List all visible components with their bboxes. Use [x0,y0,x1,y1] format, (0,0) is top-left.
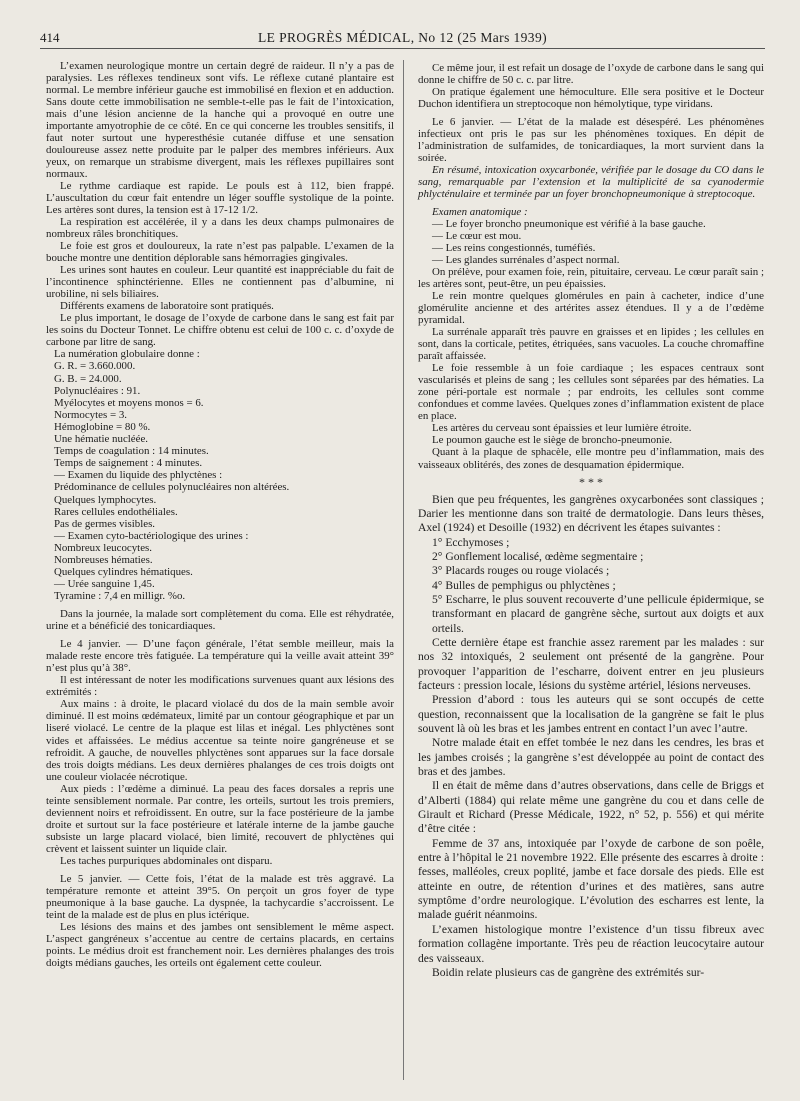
paragraph-urines: Les urines sont hautes en couleur. Leur quantité est inappréciable du fait de l’incontinence sphinctérienne. Elles ne contiennent pas d’albumine, ni urobiline, ni sels biliaires. [46,264,394,301]
stage-item: 5° Escharre, le plus souvent recouverte d’une pellicule épidermique, se transformant en placard de gangrène sèche, surtout aux doigts et aux orteils. [432,592,764,635]
paragraph-purpura: Les taches purpuriques abdominales ont disparu. [60,854,273,867]
paragraph-feet: Aux pieds : l’œdème a diminué. La peau des faces dorsales a repris une teinte sensiblement normale. Par contre, les orteils, surtout les trois premiers, deviennent noirs et refroidissent. En outre, sur la face postérieure de la jambe droite et surtout sur la face postérieure et latérale interne de la jambe gauche subsiste un large placard violacé, bien limité, recouvert de phlyctènes qui crèvent et laissent suinter un liquide clair. [46,782,394,855]
lab-line: Myélocytes et moyens monos = 6. [54,396,204,409]
anatomy-line: — Le foyer broncho pneumonique est vérifié à la base gauche. [432,218,706,231]
lab-line: — Examen du liquide des phlyctènes : [54,469,223,482]
page-header [40,30,765,49]
lab-line: Normocytes = 3. [54,408,127,421]
lab-line: Temps de saignement : 4 minutes. [54,457,203,470]
discussion-section [418,493,764,981]
discussion-paragraph: Cette dernière étape est franchie assez rarement par les malades : sur nos 32 intoxiqués, 2 seulement ont présenté de la gangrène. Pour provoquer l’apparition de l’escharre, doivent entrer en jeu plusieurs facteurs : pression locale, lésions du système artériel, lésions nerveuses. [418,635,764,692]
lab-line: — Examen cyto-bactériologique des urines : [54,529,249,542]
anatomy-line: — Les reins congestionnés, tuméfiés. [432,242,596,255]
lab-line: Pas de germes visibles. [54,517,156,530]
anatomy-paragraph: Le foie ressemble à un foie cardiaque ; les espaces centraux sont vascularisés et pleins de sang ; les cellules sont séparées par des hématies. La zone péri-portale est normale ; par endroits, les cellules sont comme confondues et comme lavées. Quelques zones d’inflammation existent de place en place. [418,362,764,423]
lab-line: Temps de coagulation : 14 minutes. [54,445,209,458]
discussion-paragraph: Notre malade était en effet tombée le nez dans les cendres, les bras et les jambes croisés ; la gangrène s’est développée au point de contact des bras et des jambes. [418,736,764,779]
anatomy-line: — Les glandes surrénales d’aspect normal. [432,254,620,267]
paragraph-hemoculture: On pratique également une hémoculture. Elle sera positive et le Docteur Duchon identifiera un streptocoque non hémolytique, type viridans. [418,86,764,111]
paragraph-summary: En résumé, intoxication oxycarbonée, vérifiée par le dosage du CO dans le sang, remarquable par l’extension et la multiplicité de sa cyanodermie phlycténulaire et terminée par un foyer bronchopneumonique à streptocoque. [418,164,764,201]
stage-item: 4° Bulles de pemphigus ou phlyctènes ; [432,578,616,592]
lab-line: Polynucléaires : 91. [54,384,141,397]
right-column [418,62,764,980]
paragraph-lab-intro: Différents examens de laboratoire sont pratiqués. [60,300,274,313]
paragraph-jan-4: Le 4 janvier. — D’une façon générale, l’état semble meilleur, mais la malade reste encore très fatiguée. La température qui la veille avait atteint 39° n’est plus qu’à 38°. [46,638,394,675]
lab-line: Hémoglobine = 80 %. [54,420,151,433]
section-separator-stars: * * * [579,474,603,489]
paragraph-coma-exit: Dans la journée, la malade sort complètement du coma. Elle est réhydratée, urine et a bénéficié des tonicardiaques. [46,608,394,633]
column-divider [403,60,404,1080]
page-number: 414 [40,30,60,45]
anatomy-paragraph: Le poumon gauche est le siège de broncho-pneumonie. [432,434,673,447]
stage-item: 1° Ecchymoses ; [432,535,510,549]
paragraph-hands: Aux mains : à droite, le placard violacé du dos de la main semble avoir diminué. Il est moins œdémateux, limité par un contour géographique et par un liseré violacé. Le centre de la plaque est lilas et inégal. Les phlyctènes sont vides et affaissées. Le médius accentue sa teinte noire gangréneuse et se refroidit. A gauche, de nouvelles phlyctènes sont apparues sur la face dorsale des trois doigts médians. Les deux dernières phalanges de ces trois doigts ont une couleur violacée nécrotique. [46,698,394,783]
lab-line: Tyramine : 7,4 en milligr. %o. [54,590,186,603]
lab-line: G. R. = 3.660.000. [54,360,136,373]
anatomy-paragraph: La surrénale apparaît très pauvre en graisses et en lipides ; les cellules en sont, dans la corticale, petites, étriquées, sans vacuoles. La couche chromaffine paraît affaissée. [418,326,764,363]
lab-line: Nombreux leucocytes. [54,541,152,554]
paragraph-liver: Le foie est gros et douloureux, la rate n’est pas palpable. L’examen de la bouche montre une dentition déplorable sans hémorragies gingivales. [46,240,394,265]
discussion-paragraph: Boidin relate plusieurs cas de gangrène des extrémités sur- [432,965,705,979]
lab-line: Nombreuses hématies. [54,553,153,566]
paragraph-jan-6: Le 6 janvier. — L’état de la malade est désespéré. Les phénomènes infectieux ont pris le pas sur les phénomènes toxiques. En dépit de l’administration de sulfamides, de tonicardiaques, la mort survient dans la soirée. [418,116,764,165]
anatomy-paragraph: Quant à la plaque de sphacèle, elle montre peu d’inflammation, mais des vaisseaux oblitérés, des zones de desquamation épidermique. [418,446,764,471]
discussion-paragraph: Femme de 37 ans, intoxiquée par l’oxyde de carbone de son poêle, entre à l’hôpital le 21 novembre 1922. Elle présente des escarres à droite : fesses, malléoles, creux poplité, jambe et face dorsale des pieds. Elle est atteinte en outre, de rétention d’urines et des matières, sans autre symptôme d’ordre neurologique. L’évolution des escharres est lente, la malade guérit néanmoins. [418,836,764,922]
lab-line: Une hématie nucléée. [54,433,149,446]
lab-line: Quelques cylindres hématiques. [54,566,193,579]
lab-line: G. B. = 24.000. [54,372,122,385]
anatomy-line: — Le cœur est mou. [432,230,522,243]
anatomy-paragraph: Le rein montre quelques glomérules en pain à cacheter, indice d’une glomérulite ancienne et des artérites assez étendues. Il y a de l’œdème pyramidal. [418,290,764,327]
lab-line: Prédominance de cellules polynucléaires non altérées. [54,481,290,494]
paragraph-co-dosage: Le plus important, le dosage de l’oxyde de carbone dans le sang est fait par les soins du Docteur Tonnet. Le chiffre obtenu est celui de 100 c. c. d’oxyde de carbone par litre de sang. [46,312,394,349]
discussion-paragraph: L’examen histologique montre l’existence d’un tissu fibreux avec formation collagène importante. Très peu de réaction leucocytaire autour des vaisseaux. [418,922,764,965]
paragraph-second-dosage: Ce même jour, il est refait un dosage de l’oxyde de carbone dans le sang qui donne le chiffre de 50 c. c. par litre. [418,62,764,87]
discussion-paragraph: Il en était de même dans d’autres observations, dans celle de Briggs et d’Alberti (1884) qui relate même une gangrène du cou et dans celle de Girault et Richard (Presse Médicale, 1922, n° 52, p. 556) et qui mérite d’être citée : [418,779,764,836]
paragraph-jan-5: Le 5 janvier. — Cette fois, l’état de la malade est très aggravé. La température remonte et atteint 39°5. On perçoit un gros foyer de type pneumonique à la base gauche. La dyspnée, la tachycardie s’accroissent. Le teint de la malade est de plus en plus ictérique. [46,872,394,921]
paragraph-neurology: L’examen neurologique montre un certain degré de raideur. Il n’y a pas de paralysies. Les réflexes tendineux sont vifs. Le réflexe cutané plantaire est normal. Le membre inférieur gauche est immobilisé en flexion et en adduction. Sans doute cette immobilisation ne semble-t-elle pas le fait de l’intoxication, mais d’une lésion ancienne de la hanche qui a provoqué en outre une importante amyotrophie de ce côté. En ce qui concerne les troubles sensitifs, il faut noter surtout une hyperesthésie cutanée diffuse et une sensation douloureuse assez nette produite par le palper des membres inférieurs. Aux yeux, on remarque un strabisme divergent, mais les réflexes pupillaires sont normaux. [46,60,394,181]
anatomy-heading: Examen anatomique : [432,206,528,219]
paragraph-cardiac: Le rythme cardiaque est rapide. Le pouls est à 112, bien frappé. L’auscultation du cœur fait entendre un léger souffle systolique de la pointe. Les artères sont dures, la tension est à 17-12 1/2. [46,180,394,217]
paragraph-respiration: La respiration est accélérée, il y a dans les deux champs pulmonaires de nombreux râles bronchitiques. [46,216,394,241]
lab-line: — Urée sanguine 1,45. [54,578,155,591]
lab-line: Rares cellules endothéliales. [54,505,178,518]
running-title: LE PROGRÈS MÉDICAL, No 12 (25 Mars 1939) [258,30,547,45]
lab-line: Quelques lymphocytes. [54,493,157,506]
discussion-intro: Bien que peu fréquentes, les gangrènes oxycarbonées sont classiques ; Darier les mentionne dans son traité de dermatologie. Dans leurs thèses, Axel (1924) et Desoille (1932) en décrivent les étapes suivantes : [418,492,764,535]
discussion-paragraph: Pression d’abord : tous les auteurs qui se sont occupés de cette question, reconnaissent que la localisation de la gangrène se fait le plus souvent là où les bras et les jambes entrent en contact l’un avec l’autre. [418,693,764,736]
paragraph-lesions: Les lésions des mains et des jambes ont sensiblement le même aspect. L’aspect gangréneux s’accentue au centre de certains placards, en certains points. Le médius droit est franchement noir. Les dernières phalanges des trois doigts médians gauches, les orteils ont également cette couleur. [46,920,394,969]
stage-item: 2° Gonflement localisé, œdème segmentaire ; [432,549,644,563]
paragraph-extremities-intro: Il est intéressant de noter les modifications survenues quant aux lésions des extrémités : [46,674,394,699]
anatomy-paragraph: Les artères du cerveau sont épaissies et leur lumière étroite. [432,422,692,435]
lab-line: La numération globulaire donne : [54,348,200,361]
stage-item: 3° Placards rouges ou rouge violacés ; [432,564,610,578]
anatomy-paragraph: On prélève, pour examen foie, rein, pituitaire, cerveau. Le cœur paraît sain ; les artères sont, peut-être, un peu épaissies. [418,266,764,291]
left-column [46,60,394,969]
